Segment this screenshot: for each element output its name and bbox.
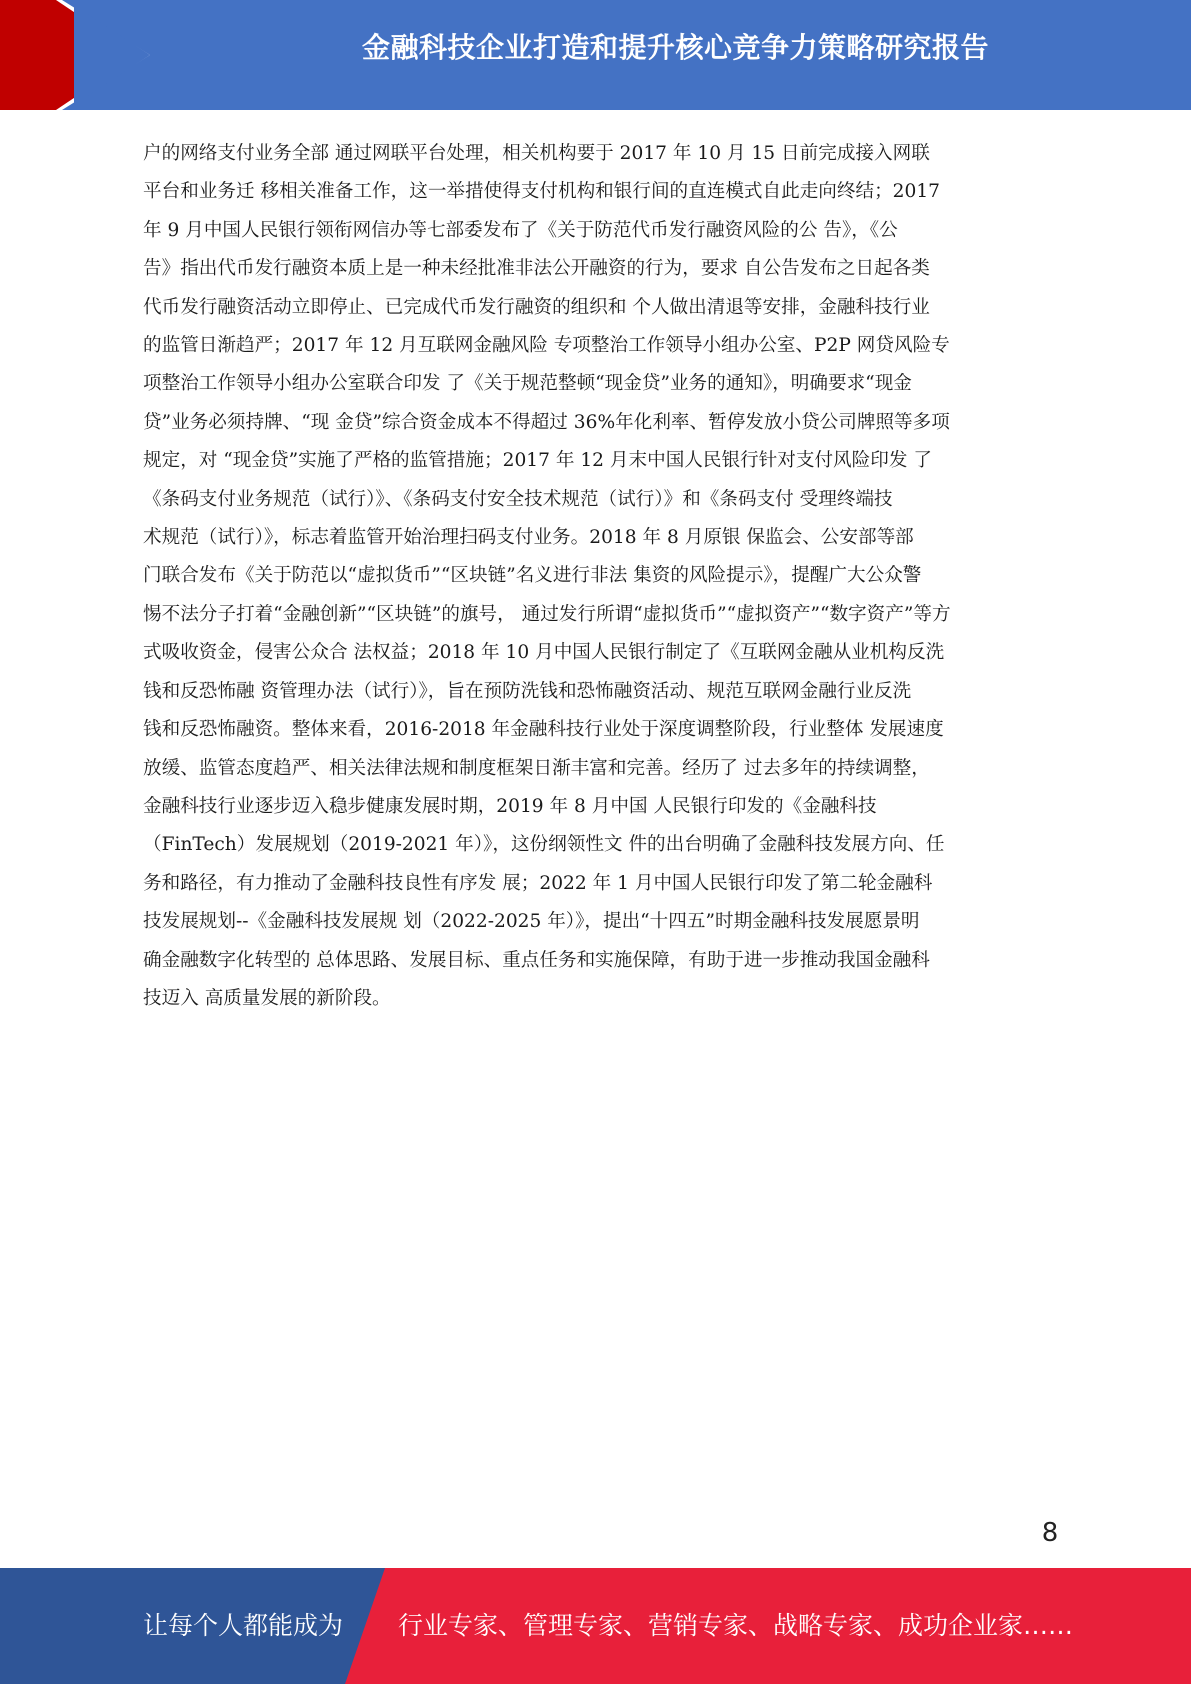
- body-line: 技迈入 高质量发展的新阶段。: [143, 987, 391, 1009]
- page-number: 8: [1041, 1518, 1059, 1548]
- body-line: 贷”业务必须持牌、“现 金贷”综合资金成本不得超过 36%年化利率、暂停发放小贷公司牌照等多项: [143, 411, 950, 433]
- body-line: 告》指出代币发行融资本质上是一种未经批准非法公开融资的行为，要求 自公告发布之日起各类: [143, 258, 930, 280]
- body-line: 的监管日渐趋严；2017 年 12 月互联网金融风险 专项整治工作领导小组办公室、P2P 网贷风险专: [143, 335, 950, 357]
- body-line: 技发展规划--《金融科技发展规 划（2022-2025 年）》，提出“十四五”时期金融科技发展愿景明: [143, 911, 920, 933]
- body-line: 惕不法分子打着“金融创新”“区块链”的旗号， 通过发行所谓“虚拟货币”“虚拟资产”“数字资产”等方: [143, 603, 951, 625]
- body-line: 年 9 月中国人民银行领衔网信办等七部委发布了《关于防范代币发行融资风险的公 告》，《公: [143, 219, 898, 241]
- body-line: 钱和反恐怖融资。整体来看，2016-2018 年金融科技行业处于深度调整阶段，行业整体 发展速度: [143, 719, 944, 741]
- body-line: 放缓、监管态度趋严、相关法律法规和制度框架日渐丰富和完善。经历了 过去多年的持续调整，: [143, 757, 930, 779]
- body-line: （FinTech）发展规划（2019-2021 年）》，这份纲领性文 件的出台明确了金融科技发展方向、任: [143, 834, 945, 856]
- report-title: 金融科技企业打造和提升核心竞争力策略研究报告: [361, 31, 989, 64]
- page-header: [0, 0, 1191, 110]
- body-line: 确金融数字化转型的 总体思路、发展目标、重点任务和实施保障，有助于进一步推动我国金融科: [143, 949, 930, 971]
- footer-slogan-right: 行业专家、管理专家、营销专家、战略专家、成功企业家……: [398, 1611, 1074, 1640]
- footer-slogan-left: 让每个人都能成为: [143, 1611, 344, 1640]
- page-footer: [0, 1568, 1191, 1684]
- body-line: 式吸收资金，侵害公众合 法权益；2018 年 10 月中国人民银行制定了《互联网金融从业机构反洗: [143, 642, 945, 664]
- body-line: 门联合发布《关于防范以“虚拟货币”“区块链”名义进行非法 集资的风险提示》，提醒广大公众警: [143, 565, 922, 587]
- body-line: 钱和反恐怖融 资管理办法（试行）》，旨在预防洗钱和恐怖融资活动、规范互联网金融行业反洗: [143, 680, 912, 702]
- body-line: 规定，对 “现金贷”实施了严格的监管措施；2017 年 12 月末中国人民银行针对支付风险印发 了: [143, 450, 932, 472]
- body-line: 《条码支付业务规范（试行）》、《条码支付安全技术规范（试行）》和《条码支付 受理终端技: [143, 488, 893, 510]
- body-line: 金融科技行业逐步迈入稳步健康发展时期，2019 年 8 月中国 人民银行印发的《金融科技: [143, 795, 877, 817]
- body-line: 务和路径，有力推动了金融科技良性有序发 展；2022 年 1 月中国人民银行印发了第二轮金融科: [143, 872, 933, 894]
- body-line: 户的网络支付业务全部 通过网联平台处理，相关机构要于 2017 年 10 月 15 日前完成接入网联: [143, 143, 930, 164]
- body-line: 项整治工作领导小组办公室联合印发 了《关于规范整顿“现金贷”业务的通知》，明确要求“现金: [143, 373, 912, 395]
- body-line: 平台和业务迁 移相关准备工作，这一举措使得支付机构和银行间的直连模式自此走向终结；2017: [143, 181, 940, 203]
- body-paragraph: [143, 135, 1049, 1018]
- body-line: 代币发行融资活动立即停止、已完成代币发行融资的组织和 个人做出清退等安排，金融科技行业: [143, 296, 930, 318]
- body-line: 术规范（试行）》，标志着监管开始治理扫码支付业务。2018 年 8 月原银 保监会、公安部等部: [143, 527, 914, 549]
